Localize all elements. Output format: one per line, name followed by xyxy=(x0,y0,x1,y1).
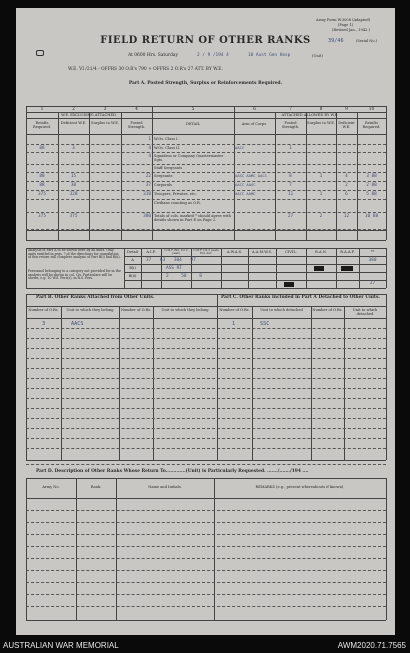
punch-mark-icon xyxy=(36,50,44,56)
row-detail-label: Staff Sergeants xyxy=(154,166,183,170)
header-posted-strength: Posted Strength. xyxy=(127,121,146,129)
row-cell-c10: 2 88 xyxy=(366,183,377,188)
row-cell-c7: 1 xyxy=(289,146,292,151)
col-number-10: 10 xyxy=(368,107,375,112)
row-cell-c7: 11 xyxy=(287,192,294,197)
form-sheet xyxy=(16,8,395,635)
analysis-header-awas: A.W.A.S. xyxy=(226,250,243,254)
row-cell-c6: AACC AASC xyxy=(235,182,256,187)
row-cell-c10: 5 88 xyxy=(366,192,377,197)
row-detail-label: Civilians counting as O.R. xyxy=(154,201,201,205)
row-detail-label: Troopers, Privates, etc. xyxy=(154,192,197,196)
row-divider xyxy=(26,212,386,213)
analysis-header-aamws: A.A.M.W.S. xyxy=(252,250,272,254)
part-b-header-number-2: Number of O.Rs. xyxy=(120,308,152,312)
analysis-header-cmf-2yr: C.M.F. Enl. for 2 years xyxy=(164,248,188,256)
army-form-label: Army Form W.3008 (Adapted) xyxy=(316,18,371,22)
header-surplus-we: Surplus to W.E. xyxy=(91,121,119,125)
row-cell-c7: 27 xyxy=(287,214,294,219)
row-detail-label: Totals of cols. marked * should agree with details shown in Part E on Page 2. xyxy=(154,214,231,222)
row-cell-c4: 4 xyxy=(148,154,151,159)
at-line-prefix: At 0600 Hrs. Saturday xyxy=(128,53,179,58)
col-number-1: 1 xyxy=(40,107,44,112)
row-cell-c1: 88 xyxy=(39,146,45,151)
header-deficient-att: Deficient W.E. xyxy=(338,121,355,129)
redaction-block xyxy=(314,266,324,271)
part-c-title: Part C. Other Ranks Included in Part A Detached to Other Units. xyxy=(221,295,380,300)
part-c-header-number-1: Number of O.Rs. xyxy=(219,308,250,312)
row-divider xyxy=(26,190,386,191)
unit-name: 10 Aust Gen Hosp xyxy=(248,53,291,58)
analysis-header-detail: Detail xyxy=(127,250,138,254)
part-b-header-unit-1: Unit to which they belong xyxy=(66,308,114,312)
row-cell-c7: 8 xyxy=(289,174,292,179)
part-d-header-army-no: Army No. xyxy=(42,485,60,489)
row-divider xyxy=(26,199,386,200)
analysis-row-bi-label: B(i) xyxy=(129,266,136,270)
col-number-6: 6 xyxy=(253,107,256,112)
serial-number: 39/46 xyxy=(328,38,344,44)
col-number-7: 7 xyxy=(289,107,292,112)
analysis-header-extra: ** xyxy=(370,250,375,254)
row-divider xyxy=(26,229,386,230)
row-divider xyxy=(26,164,386,165)
row-cell-c7: 7 xyxy=(289,183,292,188)
group-left-header: W.E. EXCLUDING ATTACHED. xyxy=(61,113,117,117)
row-detail-label: Corporals xyxy=(154,183,172,187)
return-date: 2 / 9 /194 4 xyxy=(197,53,229,58)
row-detail-label: Squadron or Company Quartermaster Sgts. xyxy=(154,154,224,162)
unit-label: (Unit) xyxy=(312,54,323,58)
row-cell-c4: 1 xyxy=(148,137,151,142)
header-reinfts-required: Reinfts Required. xyxy=(33,121,51,129)
analysis-row-a-total: 380 xyxy=(368,258,377,263)
row-cell-c4: 37 xyxy=(145,183,151,188)
col-number-8: 8 xyxy=(319,107,323,112)
group-right-header: ATTACHED ALLOWED BY W.E. xyxy=(281,113,339,117)
row-cell-c1: 375 xyxy=(38,192,46,197)
col-number-9: 9 xyxy=(345,107,348,112)
part-b-entry-number: 3 xyxy=(42,321,46,327)
analysis-header-civil: CIVIL. xyxy=(285,250,297,254)
header-arm-of-corps: Arm of Corps. xyxy=(241,122,268,126)
header-posted-strength-att: Posted Strength. xyxy=(281,121,300,129)
col-number-4: 4 xyxy=(135,107,138,112)
row-cell-c9: 2 xyxy=(345,183,348,188)
part-d-title: Part D. Description of Other Ranks Whose Return To.............(Unit) is Particularly Requested. ......./......./194 .... xyxy=(36,469,309,474)
row-detail-label: Sergeants xyxy=(154,174,173,178)
analysis-row-bi-values: ASS RT xyxy=(166,266,182,271)
row-cell-c2: 15 xyxy=(70,174,77,179)
part-b-entry-unit: AACS xyxy=(71,321,84,327)
analysis-note-2: Personnel belonging to a category not provided for in the analysis will be shown in col. Civ. Particulars will be shown, e.g. 10 W.S. Pers(s), in R.S. Pers. xyxy=(28,269,121,281)
row-cell-c4: 22 xyxy=(145,174,151,179)
row-cell-c10: 10 88 xyxy=(364,214,379,219)
row-divider xyxy=(26,172,386,173)
row-cell-c2: 375 xyxy=(69,214,78,219)
col-number-5: 5 xyxy=(191,107,195,112)
analysis-row-bii-values: 2 58 8 xyxy=(166,274,202,279)
row-cell-c9: 12 xyxy=(343,214,350,219)
part-c-entry-unit: SSC xyxy=(260,321,270,327)
analysis-row-a-values: 37 63 304 97 xyxy=(146,258,196,263)
part-b-title: Part B. Other Ranks Attached from Other Units. xyxy=(36,295,155,300)
analysis-note-1: Analysis of Part A to be shown here by all units. Only units entitled in regs. ? of the directions for compilation of this return will complete analysis of Part B(i) and B(ii). xyxy=(28,248,121,260)
detail-header: DETAIL xyxy=(185,122,201,126)
row-cell-c6: AACC AAMC xyxy=(235,191,256,196)
footer-institution: AUSTRALIAN WAR MEMORIAL xyxy=(3,641,119,650)
part-c-entry-number: 1 xyxy=(232,321,236,327)
part-c-header-number-2: Number of O.Rs. xyxy=(312,308,343,312)
row-detail-label: W.Os. Class II. xyxy=(154,146,181,150)
analysis-row-bii-label: B(ii) xyxy=(128,274,137,278)
row-divider xyxy=(26,152,386,153)
part-d-header-remarks: REMARKS (e.g., present whereabouts if known). xyxy=(255,485,345,489)
part-d-header-name: Name and Initials. xyxy=(148,485,182,489)
row-cell-c6: AASC AAMC AACC xyxy=(235,173,268,178)
col-number-3: 3 xyxy=(103,107,107,112)
part-c-header-unit-2: Unit to which detached xyxy=(352,308,378,316)
header-deficient-we: Deficient W.E. xyxy=(60,121,87,125)
page-label: (Page 1) xyxy=(338,23,354,27)
header-reinfts-att: Reinfts Required. xyxy=(362,121,381,129)
row-cell-c1: 375 xyxy=(38,214,46,219)
row-cell-c2: 3 xyxy=(72,146,75,151)
row-cell-c2: 328 xyxy=(69,192,78,197)
row-divider xyxy=(26,144,386,145)
row-cell-c1: 88 xyxy=(39,174,45,179)
header-surplus-att: Surplus to W.E. xyxy=(307,121,335,125)
footer-accession-number: AWM2020.71.7565 xyxy=(337,641,406,650)
row-cell-c4: 4 xyxy=(148,146,151,151)
row-cell-c8: 2 xyxy=(319,214,323,219)
row-detail-label: W.Os. Class I. xyxy=(154,137,179,141)
row-cell-c8: 1 xyxy=(319,192,323,197)
analysis-header-ran: R.A.N. xyxy=(315,250,327,254)
row-cell-c10: 3 88 xyxy=(366,174,377,179)
analysis-header-aif: A.I.F. xyxy=(146,250,156,254)
row-cell-c4: 310 xyxy=(143,192,151,197)
row-divider xyxy=(26,181,386,182)
analysis-row-bii-total: 27 xyxy=(369,281,376,286)
we-line: W.E. VI /21/4 - OFFRS 30 O.R's 790 + OFFRS 2 O.R's 27 ATT. BY W.E. xyxy=(68,67,223,72)
row-cell-c2: 30 xyxy=(70,183,77,188)
part-b-header-number-1: Number of O.Rs. xyxy=(28,308,59,312)
part-a-title: Part A. Posted Strength, Surplus or Reinforcements Required. xyxy=(128,81,283,86)
part-c-header-unit-1: Unit to which detached xyxy=(260,308,303,312)
row-cell-c9: 6 xyxy=(345,192,348,197)
analysis-header-cmf-dur: C.M.F. On 2 years Enl. dur. xyxy=(193,248,219,256)
part-b-header-unit-2: Unit to which they belong xyxy=(161,308,209,312)
serial-label: (Serial No.) xyxy=(356,39,378,43)
part-d-header-rank: Rank. xyxy=(90,485,102,489)
row-cell-c8: 1 xyxy=(319,174,323,179)
redaction-block xyxy=(341,266,353,271)
archive-footer xyxy=(0,637,410,653)
form-title: FIELD RETURN OF OTHER RANKS xyxy=(100,35,311,46)
row-cell-c1: 88 xyxy=(39,183,45,188)
redaction-block xyxy=(284,282,294,287)
row-cell-c9: 4 xyxy=(345,174,348,179)
row-cell-c6: AACC xyxy=(235,145,245,150)
revised-label: (Revised Jan., 1942.) xyxy=(332,28,370,32)
analysis-header-raaf: R.A.A.F. xyxy=(340,250,355,254)
analysis-row-a-label: A xyxy=(131,258,134,262)
row-cell-c4: 380 xyxy=(143,214,151,219)
col-number-2: 2 xyxy=(72,107,75,112)
